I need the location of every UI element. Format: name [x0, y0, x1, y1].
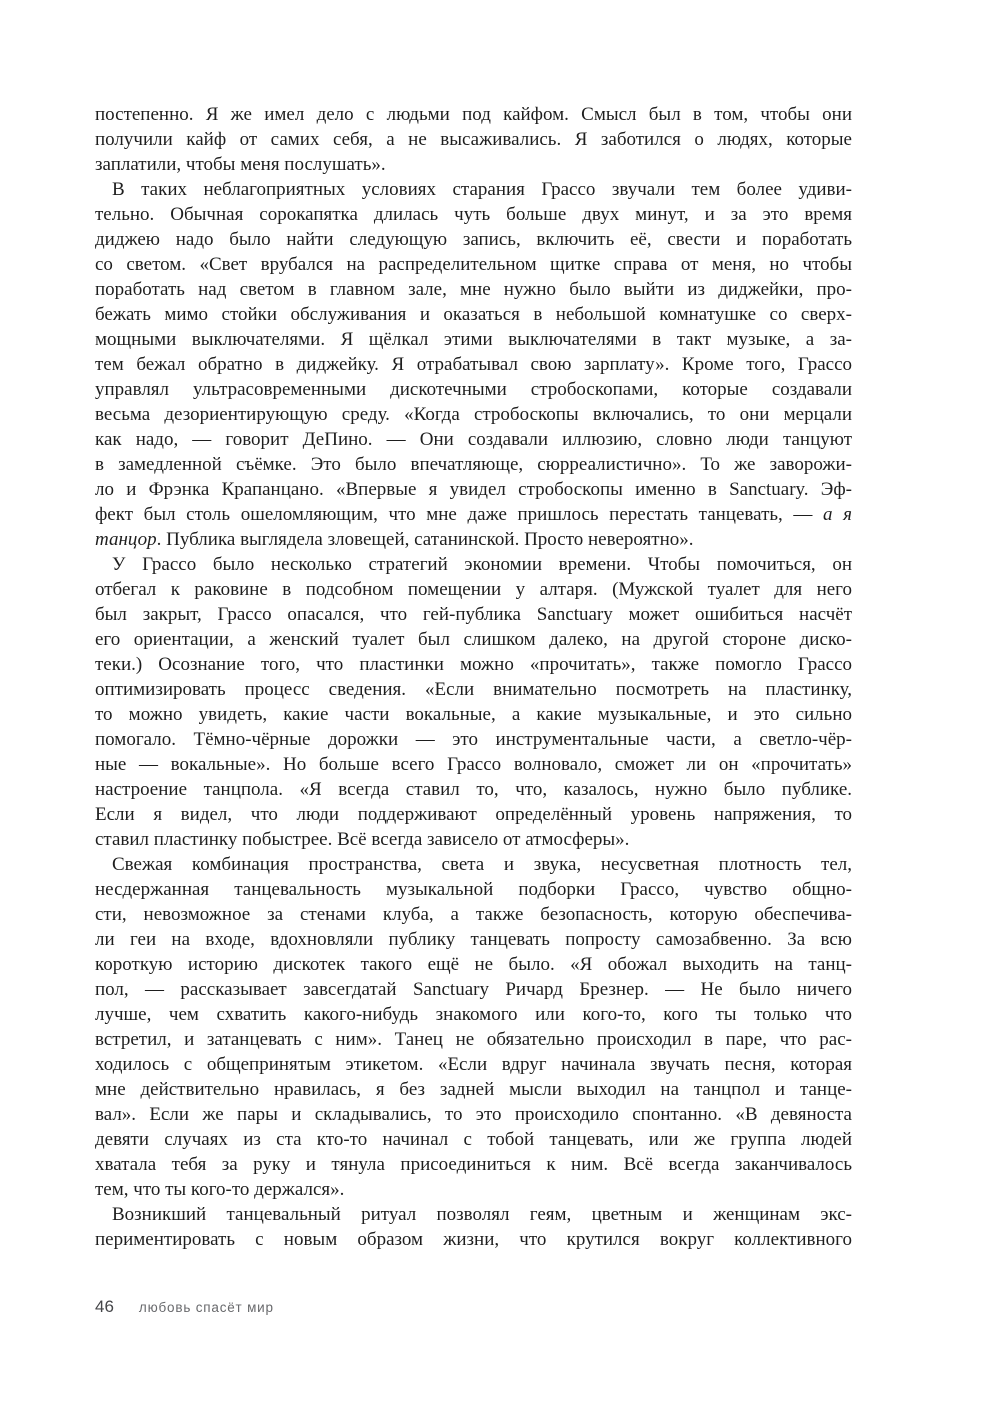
text-line: диджею надо было найти следующую запись, включить её, свести и поработать [95, 229, 852, 250]
text-line: ставил пластинку побыстрее. Всё всегда зависело от атмосферы». [95, 829, 630, 850]
page-text [95, 102, 852, 1252]
text-line: ли геи на входе, вдохновляли публику танцевать попросту самозабвенно. За всю [95, 929, 852, 950]
text-line: тем, что ты кого-то держался». [95, 1179, 345, 1200]
running-title: любовь спасёт мир [138, 1300, 274, 1315]
text-line: встретил, и затанцевать с ним». Танец не обязательно происходил в паре, что рас- [95, 1029, 852, 1050]
paragraph [95, 552, 852, 852]
text-line: получили кайф от самих себя, а не высаживались. Я заботился о людях, которые [95, 129, 852, 150]
text-line: бежать мимо стойки обслуживания и оказаться в небольшой комнатушке со сверх- [95, 304, 852, 325]
text-run: . Публика выглядела зловещей, сатанинской. Просто невероятно». [156, 529, 694, 550]
text-line: настроение танцпола. «Я всегда ставил то, что, казалось, нужно было публике. [95, 779, 852, 800]
text-line: то можно увидеть, какие части вокальные, а какие музыкальные, и это сильно [95, 704, 852, 725]
text-line: был закрыт, Грассо опасался, что гей-публика Sanctuary может ошибиться насчёт [95, 604, 852, 625]
text-line: в замедленной съёмке. Это было впечатляюще, сюрреалистично». То же заворожи- [95, 454, 852, 475]
footer [95, 1297, 274, 1317]
text-line: несдержанная танцевальность музыкальной подборки Грассо, чувство общно- [95, 879, 852, 900]
text-line: теки.) Осознание того, что пластинки можно «прочитать», также помогло Грассо [95, 654, 852, 675]
text-line: вал». Если же пары и складывались, то это происходило спонтанно. «В девяноста [95, 1104, 852, 1125]
text-line [95, 502, 852, 527]
text-line: мне действительно нравилась, я без задней мысли выходил на танцпол и танце- [95, 1079, 852, 1100]
text-line: короткую историю дискотек такого ещё не было. «Я обожал выходить на танц- [95, 954, 852, 975]
text-run: фект был столь ошеломляющим, что мне даже пришлось перестать танцевать, — [95, 504, 824, 525]
page-number: 46 [95, 1297, 114, 1316]
text-line: тем бежал обратно в диджейку. Я отрабатывал свою зарплату». Кроме того, Грассо [95, 354, 852, 375]
text-line: В таких неблагоприятных условиях старания Грассо звучали тем более удиви- [112, 179, 852, 200]
text-line: У Грассо было несколько стратегий экономии времени. Чтобы помочиться, он [112, 554, 852, 575]
text-line: ходилось с общепринятым этикетом. «Если вдруг начинала звучать песня, которая [95, 1054, 852, 1075]
text-line: помогало. Тёмно-чёрные дорожки — это инструментальные части, а светло-чёр- [95, 729, 852, 750]
text-line: девяти случаях из ста кто-то начинал с тобой танцевать, или же группа людей [95, 1129, 852, 1150]
text-line: ло и Фрэнка Крапанцано. «Впервые я увидел стробоскопы именно в Sanctuary. Эф- [95, 479, 852, 500]
text-line: как надо, — говорит ДеПино. — Они создавали иллюзию, словно люди танцуют [95, 429, 852, 450]
italic-text-run: а я [823, 504, 852, 525]
text-line: управлял ультрасовременными дискотечными стробоскопами, которые создавали [95, 379, 852, 400]
text-line: поработать над светом в главном зале, мне нужно было выйти из диджейки, про- [95, 279, 852, 300]
text-line: отбегал к раковине в подсобном помещении у алтаря. (Мужской туалет для него [95, 579, 852, 600]
paragraph [95, 102, 852, 177]
text-line: со светом. «Свет врубался на распределительном щитке справа от меня, но чтобы [95, 254, 852, 275]
text-line: весьма дезориентирующую среду. «Когда стробоскопы включались, то они мерцали [95, 404, 852, 425]
text-line: пол, — рассказывает завсегдатай Sanctuary Ричард Брезнер. — Не было ничего [95, 979, 852, 1000]
text-line: мощными выключателями. Я щёлкал этими выключателями в такт музыке, а за- [95, 329, 852, 350]
paragraph [95, 1202, 852, 1252]
italic-text-run: танцор [95, 529, 157, 550]
text-line: Если я видел, что люди поддерживают определённый уровень напряжения, то [95, 804, 852, 825]
paragraph [95, 177, 852, 552]
text-line: его ориентации, а женский туалет был слишком далеко, на другой стороне диско- [95, 629, 852, 650]
text-line: хватала тебя за руку и тянула присоединиться к ним. Всё всегда заканчивалось [95, 1154, 852, 1175]
text-line: ные — вокальные». Но больше всего Грассо волновало, сможет ли он «прочитать» [95, 754, 852, 775]
text-line: постепенно. Я же имел дело с людьми под кайфом. Смысл был в том, чтобы они [95, 104, 852, 125]
text-line: лучше, чем схватить какого-нибудь знакомого или кого-то, кого ты только что [95, 1004, 852, 1025]
text-line: тельно. Обычная сорокапятка длилась чуть больше двух минут, и за это время [95, 204, 852, 225]
text-line: Возникший танцевальный ритуал позволял геям, цветным и женщинам экс- [112, 1204, 852, 1225]
text-line: заплатили, чтобы меня послушать». [95, 154, 386, 175]
text-line: периментировать с новым образом жизни, что крутился вокруг коллективного [95, 1229, 852, 1250]
text-line: Свежая комбинация пространства, света и звука, несусветная плотность тел, [112, 854, 852, 875]
paragraph [95, 852, 852, 1202]
text-line [95, 527, 852, 552]
text-line: оптимизировать процесс сведения. «Если внимательно посмотреть на пластинку, [95, 679, 852, 700]
text-line: сти, невозможное за стенами клуба, а также безопасность, которую обеспечива- [95, 904, 852, 925]
